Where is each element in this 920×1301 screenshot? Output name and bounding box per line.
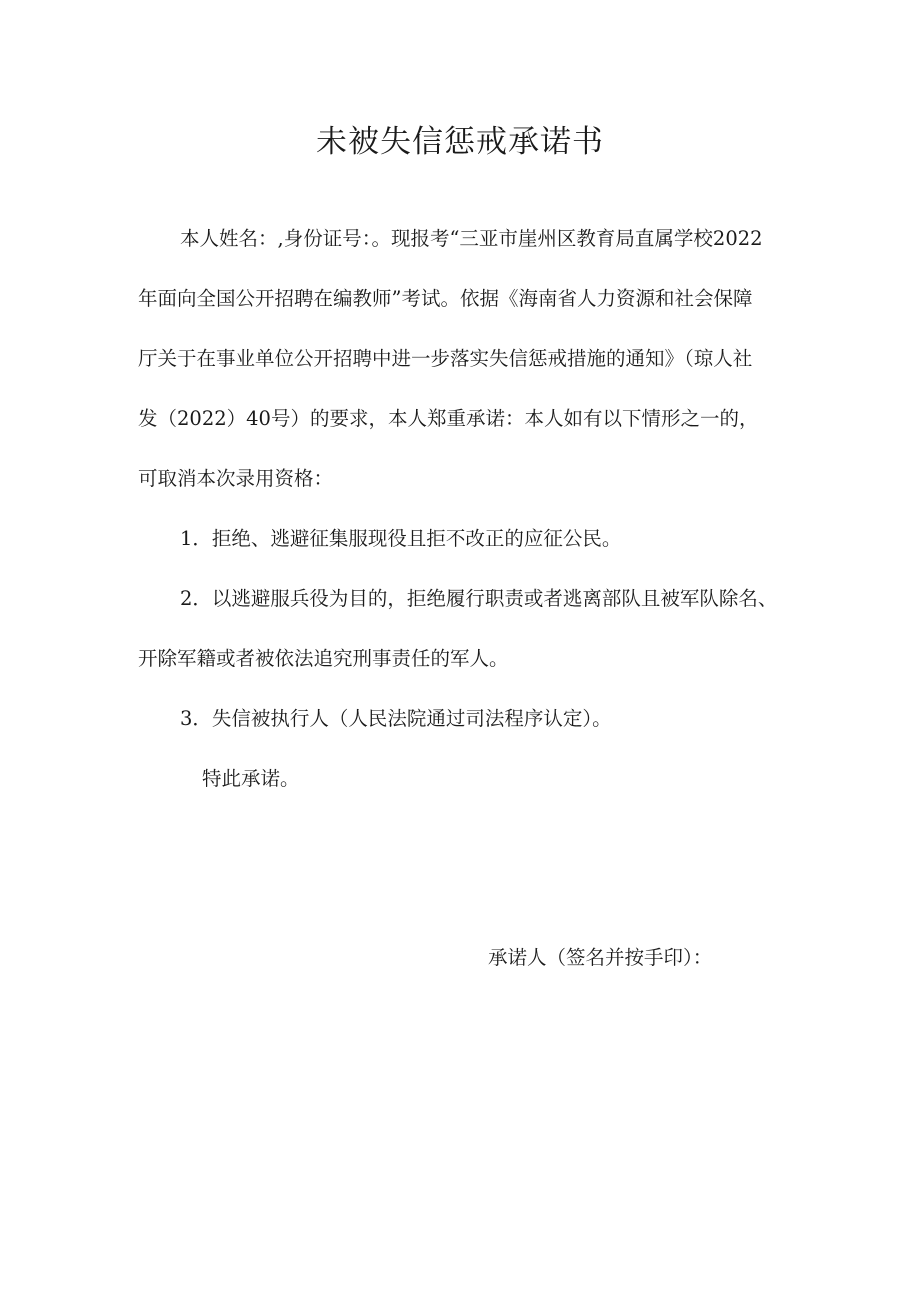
body-line-3: 厅关于在事业单位公开招聘中进一步落实失信惩戒措施的通知》（琼人社 <box>138 347 753 370</box>
body-line-4: 发（2022）40号）的要求，本人郑重承诺：本人如有以下情形之一的， <box>138 407 759 430</box>
item-3: 3．失信被执行人（人民法院通过司法程序认定）。 <box>180 707 612 730</box>
signature-line: 承诺人（签名并按手印）： <box>488 946 713 969</box>
item-1: 1．拒绝、逃避征集服现役且拒不改正的应征公民。 <box>180 527 622 550</box>
body-line-1: 本人姓名：,身份证号：。现报考“三亚市崖州区教育局直属学校2022 <box>180 227 763 250</box>
item-2-continuation: 开除军籍或者被依法追究刑事责任的军人。 <box>138 647 509 670</box>
body-line-5: 可取消本次录用资格： <box>138 467 334 490</box>
closing-statement: 特此承诺。 <box>202 767 300 790</box>
item-2: 2．以逃避服兵役为目的，拒绝履行职责或者逃离部队且被军队除名、 <box>180 587 778 610</box>
document-title: 未被失信惩戒承诺书 <box>316 124 604 160</box>
body-line-2: 年面向全国公开招聘在编教师”考试。依据《海南省人力资源和社会保障 <box>138 287 753 310</box>
